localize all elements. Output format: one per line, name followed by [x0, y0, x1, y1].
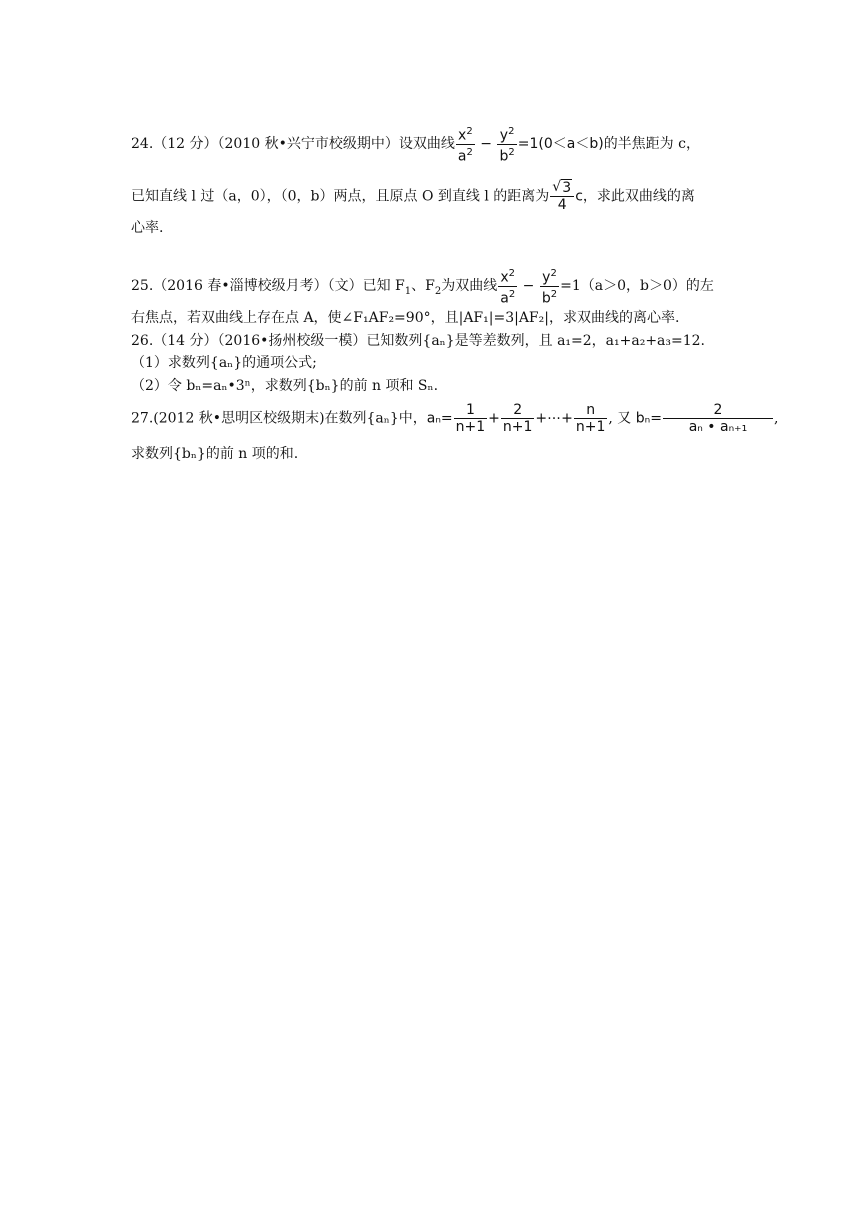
q24-frac-sqrt3-4: √ $\frac{3}{4}$ [550, 180, 574, 213]
q27-line-2: 求数列{bₙ}的前 n 项的和. [131, 446, 299, 462]
q24-text-start: 24.（12 分）（2010 秋•兴宁市校级期中）设双曲线 [131, 136, 455, 153]
q25-frac-x2-a2: $\frac{x^2}{a^2}$ [500, 268, 516, 307]
q25-line-1: 25.（2016 春•淄博校级月考）（文）已知 $F_1$、$F_2$为双曲线 $\frac{x^2}{a^2}$ − $\frac{y^2}{b^2}$ =1（a＞0，b＞0）的左 [131, 268, 714, 307]
q24-frac-x2-a2: $\frac{x^2}{a^2}$ [457, 126, 473, 165]
q24-equals: =1 [517, 136, 539, 153]
q27-frac-n: $\frac{n}{n+1}$ [575, 402, 606, 435]
q25-line-2: 右焦点，若双曲线上存在点 A，使∠F₁AF₂=90°，且|AF₁|=3|AF₂|，求双曲线的离心率. [131, 310, 680, 326]
q25-frac-y2-b2: $\frac{y^2}{b^2}$ [541, 268, 558, 307]
q27-frac-2: $\frac{2}{n+1}$ [502, 402, 533, 435]
q24-text-end: 的半焦距为 c， [603, 136, 700, 153]
q24-frac-y2-b2: $\frac{y^2}{b^2}$ [499, 126, 515, 165]
q27-frac-1: $\frac{1}{n+1}$ [455, 402, 486, 435]
q26-line-3: （2）令 bₙ=aₙ•3ⁿ，求数列{bₙ}的前 n 项和 Sₙ. [131, 378, 439, 394]
q27-line-1: 27.(2012 秋•思明区校级期末)在数列{aₙ}中，aₙ= $\frac{1}{n+1}$ + $\frac{2}{n+1}$ +⋯+ $\frac{n}{n+1}$ , 又 bₙ= $\frac{2}{\text{aₙ • aₙ₊₁}}$ , [131, 402, 779, 435]
q24-line2-text: 已知直线 l 过（a，0），（0，b）两点，且原点 O 到直线 l 的距离为 [131, 188, 550, 205]
q27-frac-b: $\frac{2}{\text{aₙ • aₙ₊₁}}$ [663, 402, 773, 435]
q24-line-2: 已知直线 l 过（a，0），（0，b）两点，且原点 O 到直线 l 的距离为 √ $\frac{3}{4}$ c，求此双曲线的离 [131, 180, 695, 213]
q24-condition: (0＜a＜b) [538, 136, 604, 153]
q24-line-1: 24.（12 分）（2010 秋•兴宁市校级期中）设双曲线 $\frac{x^2}{a^2}$ − $\frac{y^2}{b^2}$ =1(0＜a＜b)的半焦距为 c， [131, 126, 700, 165]
q26-line-1: 26.（14 分）（2016•扬州校级一模）已知数列{aₙ}是等差数列，且 a₁=2，a₁+a₂+a₃=12. [131, 333, 706, 349]
q24-line-3: 心率. [131, 220, 164, 236]
q26-line-2: （1）求数列{aₙ}的通项公式; [131, 355, 317, 371]
q24-line2-end: ，求此双曲线的离 [582, 188, 695, 205]
